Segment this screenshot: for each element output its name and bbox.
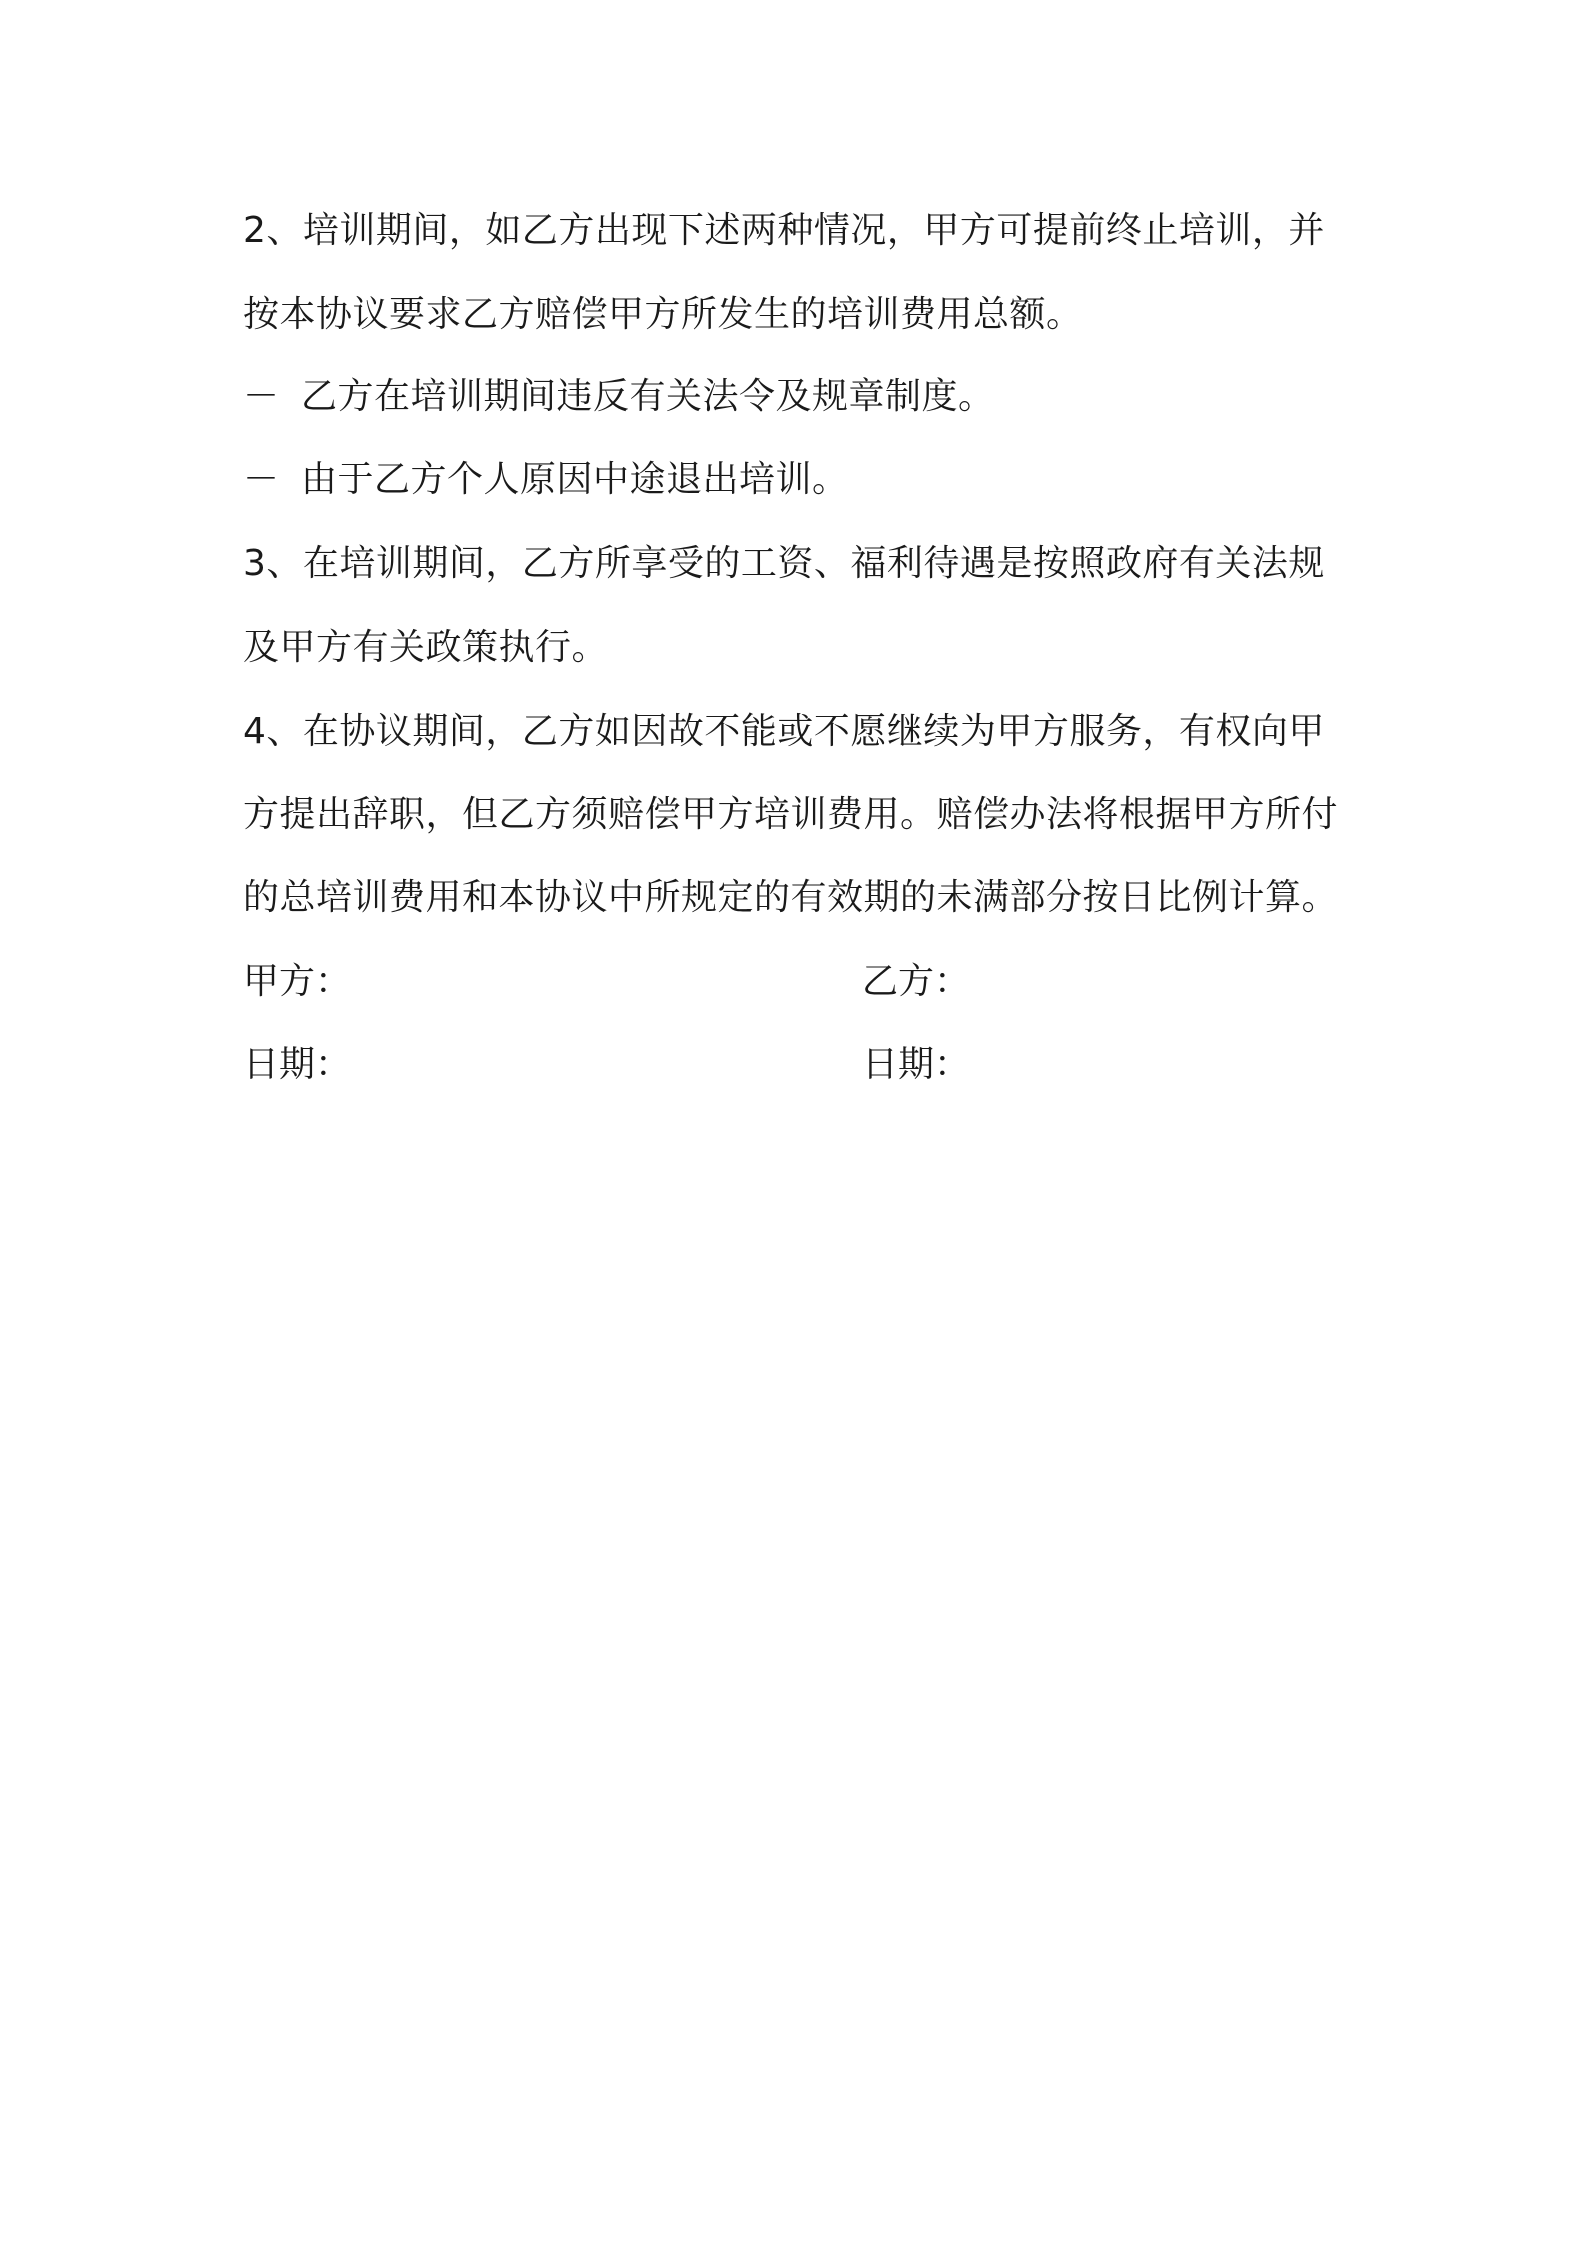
party-b-label: 乙方： xyxy=(862,961,971,1002)
clause-4-line-2: 方提出辞职，但乙方须赔偿甲方培训费用。赔偿办法将根据甲方所付 xyxy=(243,794,1339,835)
clause-2-line-1: 2、培训期间，如乙方出现下述两种情况，甲方可提前终止培训，并 xyxy=(243,210,1325,251)
bullet-item-1 xyxy=(243,375,995,419)
bullet-item-2 xyxy=(243,458,849,502)
clause-4-line-3: 的总培训费用和本协议中所规定的有效期的未满部分按日比例计算。 xyxy=(243,877,1339,918)
clause-4-line-1: 4、在协议期间，乙方如因故不能或不愿继续为甲方服务，有权向甲 xyxy=(243,711,1325,752)
clause-3-line-2: 及甲方有关政策执行。 xyxy=(243,627,609,668)
clause-2-line-2: 按本协议要求乙方赔偿甲方所发生的培训费用总额。 xyxy=(243,294,1083,335)
bullet-dash: － xyxy=(243,376,280,417)
party-a-label: 甲方： xyxy=(243,961,352,1002)
date-b-label: 日期： xyxy=(862,1044,971,1085)
bullet-dash: － xyxy=(243,459,280,500)
clause-3-line-1: 3、在培训期间，乙方所享受的工资、福利待遇是按照政府有关法规 xyxy=(243,543,1325,584)
bullet-item-2-text: 由于乙方个人原因中途退出培训。 xyxy=(301,459,849,500)
date-a-label: 日期： xyxy=(243,1044,352,1085)
bullet-item-1-text: 乙方在培训期间违反有关法令及规章制度。 xyxy=(301,376,995,417)
